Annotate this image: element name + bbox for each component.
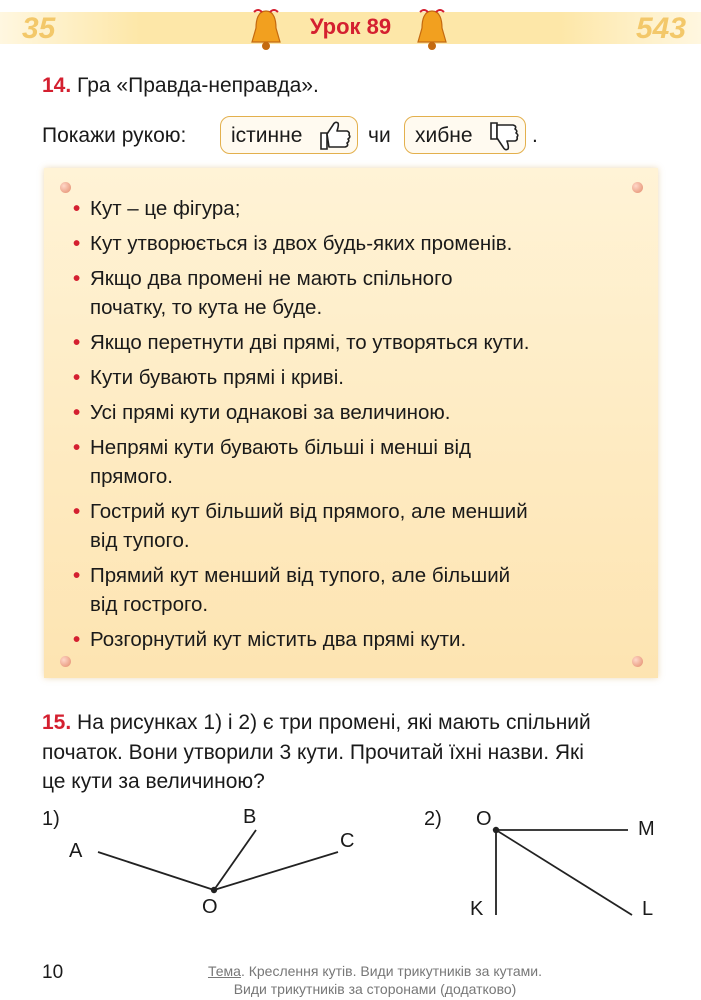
ray-oa	[98, 852, 214, 890]
bullet-icon: •	[73, 500, 81, 523]
task-14-heading	[42, 74, 319, 98]
thumbs-down-icon	[487, 119, 519, 153]
pin-icon	[632, 656, 643, 667]
task-14-number: 14.	[42, 74, 72, 97]
statement-text: прямого.	[90, 465, 173, 488]
statement-text: від тупого.	[90, 529, 190, 552]
task-15-text	[42, 708, 672, 797]
figure-1-rays	[98, 830, 338, 893]
statement-item	[73, 497, 630, 555]
statement-text: Якщо два промені не мають спільного	[90, 267, 453, 290]
header-deco-left: 35	[22, 12, 56, 45]
statement-item	[73, 328, 630, 357]
vertex-o	[211, 887, 217, 893]
lesson-title: Урок 89	[309, 14, 392, 39]
point-o-label: O	[202, 896, 218, 918]
bullet-icon: •	[73, 197, 81, 220]
statement-text: Розгорнутий кут містить два прямі кути.	[90, 628, 467, 651]
bullet-icon: •	[73, 232, 81, 255]
bullet-icon: •	[73, 436, 81, 459]
vertex-o-2	[493, 827, 499, 833]
figure-2-label: 2)	[424, 808, 442, 830]
statement-item	[73, 194, 630, 223]
thumbs-up-icon	[317, 119, 353, 151]
statements-card	[44, 168, 658, 678]
figure-2-rays	[493, 827, 632, 915]
show-prompt: Покажи рукою:	[42, 124, 187, 147]
bullet-icon: •	[73, 564, 81, 587]
bullet-icon: •	[73, 366, 81, 389]
figure-1-label: 1)	[42, 808, 60, 830]
bullet-icon: •	[73, 401, 81, 424]
bell-icon	[414, 8, 450, 52]
point-b-label: B	[243, 806, 257, 828]
bullet-icon: •	[73, 331, 81, 354]
topic-label: Тема	[207, 963, 241, 979]
footer-topic	[130, 962, 620, 998]
ray-oc	[214, 852, 338, 890]
bullet-icon: •	[73, 628, 81, 651]
point-o2-label: O	[476, 808, 492, 830]
false-option-label: хибне	[415, 124, 473, 147]
statement-item	[73, 363, 630, 392]
ray-ol	[496, 830, 632, 915]
task-15-line-3: це кути за величиною?	[42, 770, 265, 793]
statement-text: початку, то кута не буде.	[90, 296, 323, 319]
topic-line-2: Види трикутників за сторонами (додатково)	[233, 981, 517, 997]
connector-text: чи	[368, 124, 391, 147]
bullet-icon: •	[73, 267, 81, 290]
point-k-label: K	[470, 898, 484, 920]
pin-icon	[60, 656, 71, 667]
true-option-pill[interactable]	[220, 116, 358, 154]
prompt-end: .	[532, 124, 538, 147]
point-l-label: L	[642, 898, 654, 920]
statement-text: Якщо перетнути дві прямі, то утворяться кути.	[90, 331, 530, 354]
point-m-label: M	[638, 818, 655, 840]
page-number: 10	[42, 962, 64, 983]
statement-text: Кут – це фігура;	[90, 197, 241, 220]
pin-icon	[632, 182, 643, 193]
statement-text: Непрямі кути бувають більші і менші від	[90, 436, 472, 459]
task-15-number: 15.	[42, 711, 72, 734]
task-15-line-2: початок. Вони утворили 3 кути. Прочитай їхні назви. Які	[42, 740, 584, 764]
point-c-label: C	[340, 830, 355, 852]
false-option-pill[interactable]	[404, 116, 526, 154]
pin-icon	[60, 182, 71, 193]
statement-text: Кут утворюється із двох будь-яких променів.	[90, 232, 513, 255]
statement-item	[73, 229, 630, 258]
statement-item	[73, 433, 630, 491]
statement-item	[73, 264, 630, 322]
true-option-label: істинне	[231, 124, 303, 147]
statement-text: Усі прямі кути однакові за величиною.	[90, 401, 451, 424]
task-15-line-1: На рисунках 1) і 2) є три промені, які мають спільний	[77, 711, 591, 734]
angle-figures	[0, 800, 701, 930]
statement-item	[73, 625, 630, 654]
statement-text: від гострого.	[90, 593, 209, 616]
header-deco-right: 543	[636, 12, 687, 45]
point-a-label: A	[69, 840, 83, 862]
statement-text: Прямий кут менший від тупого, але більший	[90, 564, 511, 587]
statement-text: Гострий кут більший від прямого, але менший	[90, 500, 528, 523]
ray-ob	[214, 830, 256, 890]
statement-item	[73, 561, 630, 619]
topic-line-1: . Креслення кутів. Види трикутників за кутами.	[240, 963, 542, 979]
statement-item	[73, 398, 630, 427]
angle-diagrams	[0, 800, 701, 930]
task-14-title: Гра «Правда-неправда».	[77, 74, 319, 97]
statement-text: Кути бувають прямі і криві.	[90, 366, 344, 389]
